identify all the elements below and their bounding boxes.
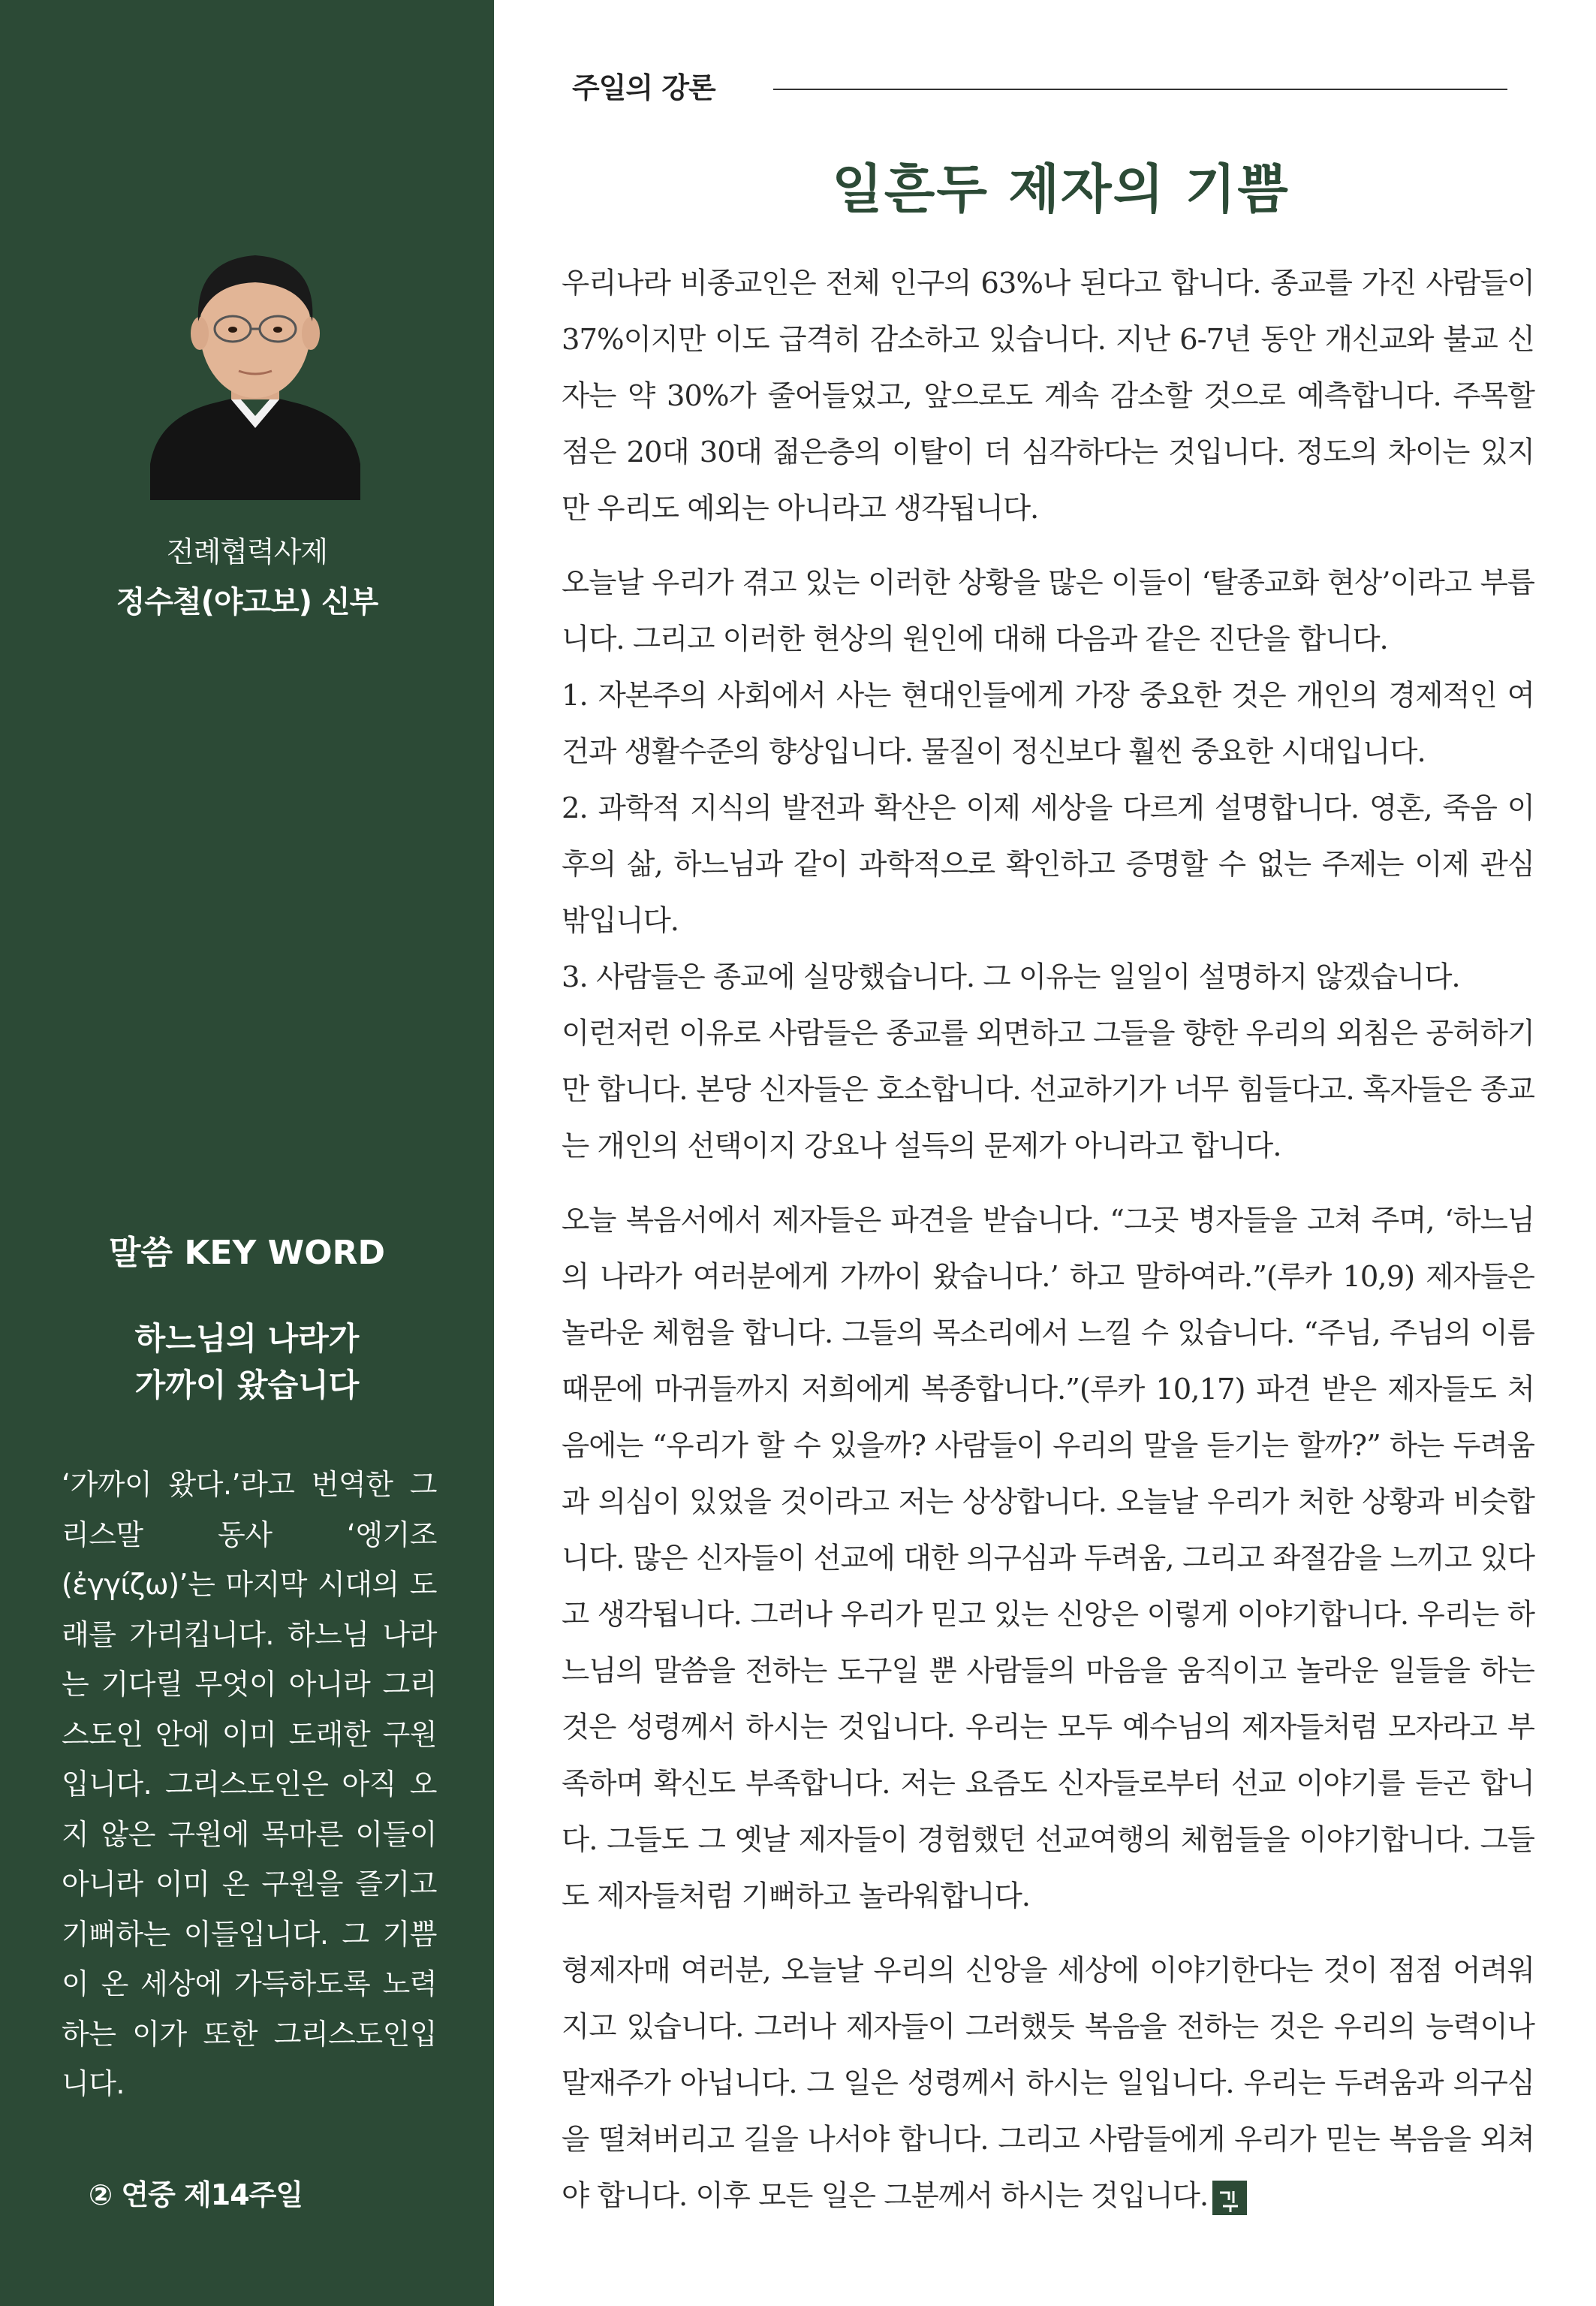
- list-item-2: 2. 과학적 지식의 발전과 확산은 이제 세상을 다르게 설명합니다. 영혼, 죽음 이후의 삶, 하느님과 같이 과학적으로 확인하고 증명할 수 없는 주제는 이제 관심 밖입니다.: [562, 791, 1534, 938]
- author-name: 정수철(야고보) 신부: [116, 585, 378, 619]
- author-role: 전례협력사제: [166, 535, 328, 568]
- list-item-3: 3. 사람들은 종교에 실망했습니다. 그 이유는 일일이 설명하지 않겠습니다.: [562, 960, 1460, 994]
- keyword-title-line-1: 하느님의 나라가: [134, 1320, 360, 1357]
- list-item-1: 1. 자본주의 사회에서 사는 현대인들에게 가장 중요한 것은 개인의 경제적인 여건과 생활수준의 향상입니다. 물질이 정신보다 훨씬 중요한 시대입니다.: [562, 679, 1534, 769]
- keyword-heading: 말씀 KEY WORD: [109, 1234, 385, 1272]
- header-divider: [773, 89, 1507, 90]
- paragraph-1: 우리나라 비종교인은 전체 인구의 63%나 된다고 합니다. 종교를 가진 사람들이 37%이지만 이도 급격히 감소하고 있습니다. 지난 6-7년 동안 개신교와 불교 신자는 약 30%가 줄어들었고, 앞으로도 계속 감소할 것으로 예측합니다. 주목할 점은 20대 30대 젊은층의 이탈이 더 심각하다는 것입니다. 정도의 차이는 있지만 우리도 예외는 아니라고 생각됩니다.: [562, 267, 1534, 526]
- paragraph-2-intro: 오늘날 우리가 겪고 있는 이러한 상황을 많은 이들이 ‘탈종교화 현상’이라고 부릅니다. 그리고 이러한 현상의 원인에 대해 다음과 같은 진단을 합니다.: [562, 566, 1534, 656]
- paragraph-3: 오늘 복음서에서 제자들은 파견을 받습니다. “그곳 병자들을 고쳐 주며, ‘하느님의 나라가 여러분에게 가까이 왔습니다.’ 하고 말하여라.”(루카 10,9) 제자들은 놀라운 체험을 합니다. 그들의 목소리에서 느낄 수 있습니다. “주님, 주님의 이름 때문에 마귀들까지 저희에게 복종합니다.”(루카 10,17) 파견 받은 제자들도 처음에는 “우리가 할 수 있을까? 사람들이 우리의 말을 듣기는 할까?” 하는 두려움과 의심이 있었을 것이라고 저는 상상합니다. 오늘날 우리가 처한 상황과 비슷합니다. 많은 신자들이 선교에 대한 의구심과 두려움, 그리고 좌절감을 느끼고 있다고 생각됩니다. 그러나 우리가 믿고 있는 신앙은 이렇게 이야기합니다. 우리는 하느님의 말씀을 전하는 도구일 뿐 사람들의 마음을 움직이고 놀라운 일들을 하는 것은 성령께서 하시는 것입니다. 우리는 모두 예수님의 제자들처럼 모자라고 부족하며 확신도 부족합니다. 저는 요즘도 신자들로부터 선교 이야기를 듣곤 합니다. 그들도 그 옛날 제자들이 경험했던 선교여행의 체험들을 이야기합니다. 그들도 제자들처럼 기뻐하고 놀라워합니다.: [562, 1204, 1534, 1913]
- keyword-title-line-2: 가까이 왔습니다: [134, 1367, 360, 1403]
- keyword-title: [0, 1316, 494, 1409]
- paragraph-4-text: 형제자매 여러분, 오늘날 우리의 신앙을 세상에 이야기한다는 것이 점점 어려워지고 있습니다. 그러나 제자들이 그러했듯 복음을 전하는 것은 우리의 능력이나 말재주가 아닙니다. 그 일은 성령께서 하시는 일입니다. 우리는 두려움과 의구심을 떨쳐버리고 길을 나서야 합니다. 그리고 사람들에게 우리가 믿는 복음을 외쳐야 합니다. 이후 모든 일은 그분께서 하시는 것입니다.: [562, 1954, 1534, 2213]
- end-seal-icon: [1212, 2181, 1247, 2215]
- article-title: 일흔두 제자의 기쁨: [832, 158, 1290, 220]
- sidebar: [0, 0, 494, 2306]
- paragraph-2-close: 이런저런 이유로 사람들은 종교를 외면하고 그들을 향한 우리의 외침은 공허하기만 합니다. 본당 신자들은 호소합니다. 선교하기가 너무 힘들다고. 혹자들은 종교는 개인의 선택이지 강요나 설득의 문제가 아니라고 합니다.: [562, 1017, 1534, 1163]
- section-label: 주일의 강론: [572, 71, 715, 104]
- issue-label: ② 연중 제14주일: [89, 2178, 303, 2211]
- author-portrait: [143, 239, 368, 500]
- keyword-body: ‘가까이 왔다.’라고 번역한 그리스말 동사 ‘엥기조(ἐγγίζω)’는 마지막 시대의 도래를 가리킵니다. 하느님 나라는 기다릴 무엇이 아니라 그리스도인 안에 이미 도래한 구원입니다. 그리스도인은 아직 오지 않은 구원에 목마른 이들이 아니라 이미 온 구원을 즐기고 기뻐하는 이들입니다. 그 기쁨이 온 세상에 가득하도록 노력하는 이가 또한 그리스도인입니다.: [62, 1468, 437, 2100]
- article-body: [562, 255, 1534, 2242]
- paragraph-4: [562, 1943, 1534, 2224]
- paragraph-2: [562, 555, 1534, 1174]
